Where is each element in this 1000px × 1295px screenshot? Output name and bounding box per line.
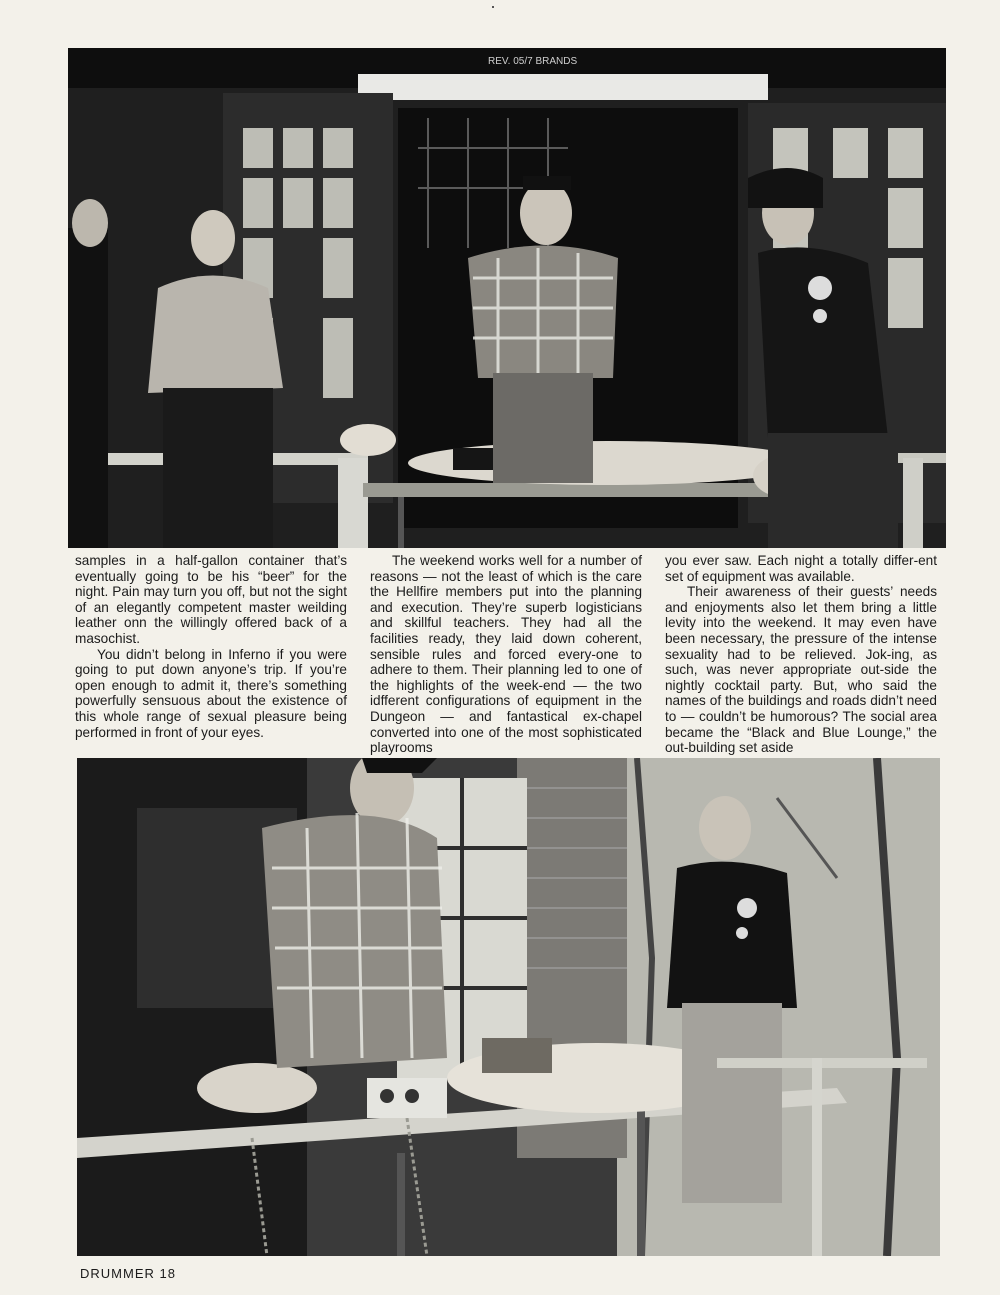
photo-porch-scene xyxy=(68,48,946,548)
text-column-1 xyxy=(75,553,347,740)
photo-top-illustration xyxy=(68,48,946,548)
paragraph: You didn’t belong in Inferno if you were going to put down anyone’s trip. If you’re open enough to admit it, there’s something powerfully sensuous about the existence of this whole range of sexual pleasure being performed in front of your eyes. xyxy=(75,646,347,740)
page-footer-folio: DRUMMER 18 xyxy=(80,1266,176,1281)
photo-outdoor-table-scene xyxy=(77,758,940,1256)
roof-sign: REV. 05/7 BRANDS xyxy=(488,56,578,67)
text-column-3 xyxy=(665,553,937,756)
paragraph: you ever saw. Each night a totally differ-ent set of equipment was available. xyxy=(665,553,937,584)
page-speck xyxy=(492,6,494,8)
paragraph: samples in a half-gallon container that’s eventually going to be his “beer” for the night. Pain may turn you off, but not the sight of an elegantly competent master weilding leather onn the willingly offered back of a masochist. xyxy=(75,553,347,646)
photo-bottom-illustration xyxy=(77,758,940,1256)
article-body xyxy=(75,553,937,756)
text-column-2 xyxy=(370,553,642,756)
paragraph: The weekend works well for a number of reasons — not the least of which is the care the Hellfire members put into the planning and execution. They’re superb logisticians and skillful teachers. They had all the facilities ready, they laid down coherent, sensible rules and forced every-one to adhere to them. Their planning led to one of the highlights of the week-end — the two idfferent configurations of equipment in the Dungeon — and fantastical ex-chapel converted into one of the most sophisticated playrooms xyxy=(370,553,642,756)
paragraph: Their awareness of their guests’ needs and enjoyments also let them bring a little levity into the weekend. It may even have been necessary, the pressure of the intense sexuality had to be relieved. Jok-ing, as such, was never appropriate out-side the nightly cocktail party. But, who said the names of the buildings and roads didn’t need to — couldn’t be humorous? The social area became the “Black and Blue Lounge,” the out-building set aside xyxy=(665,584,937,756)
